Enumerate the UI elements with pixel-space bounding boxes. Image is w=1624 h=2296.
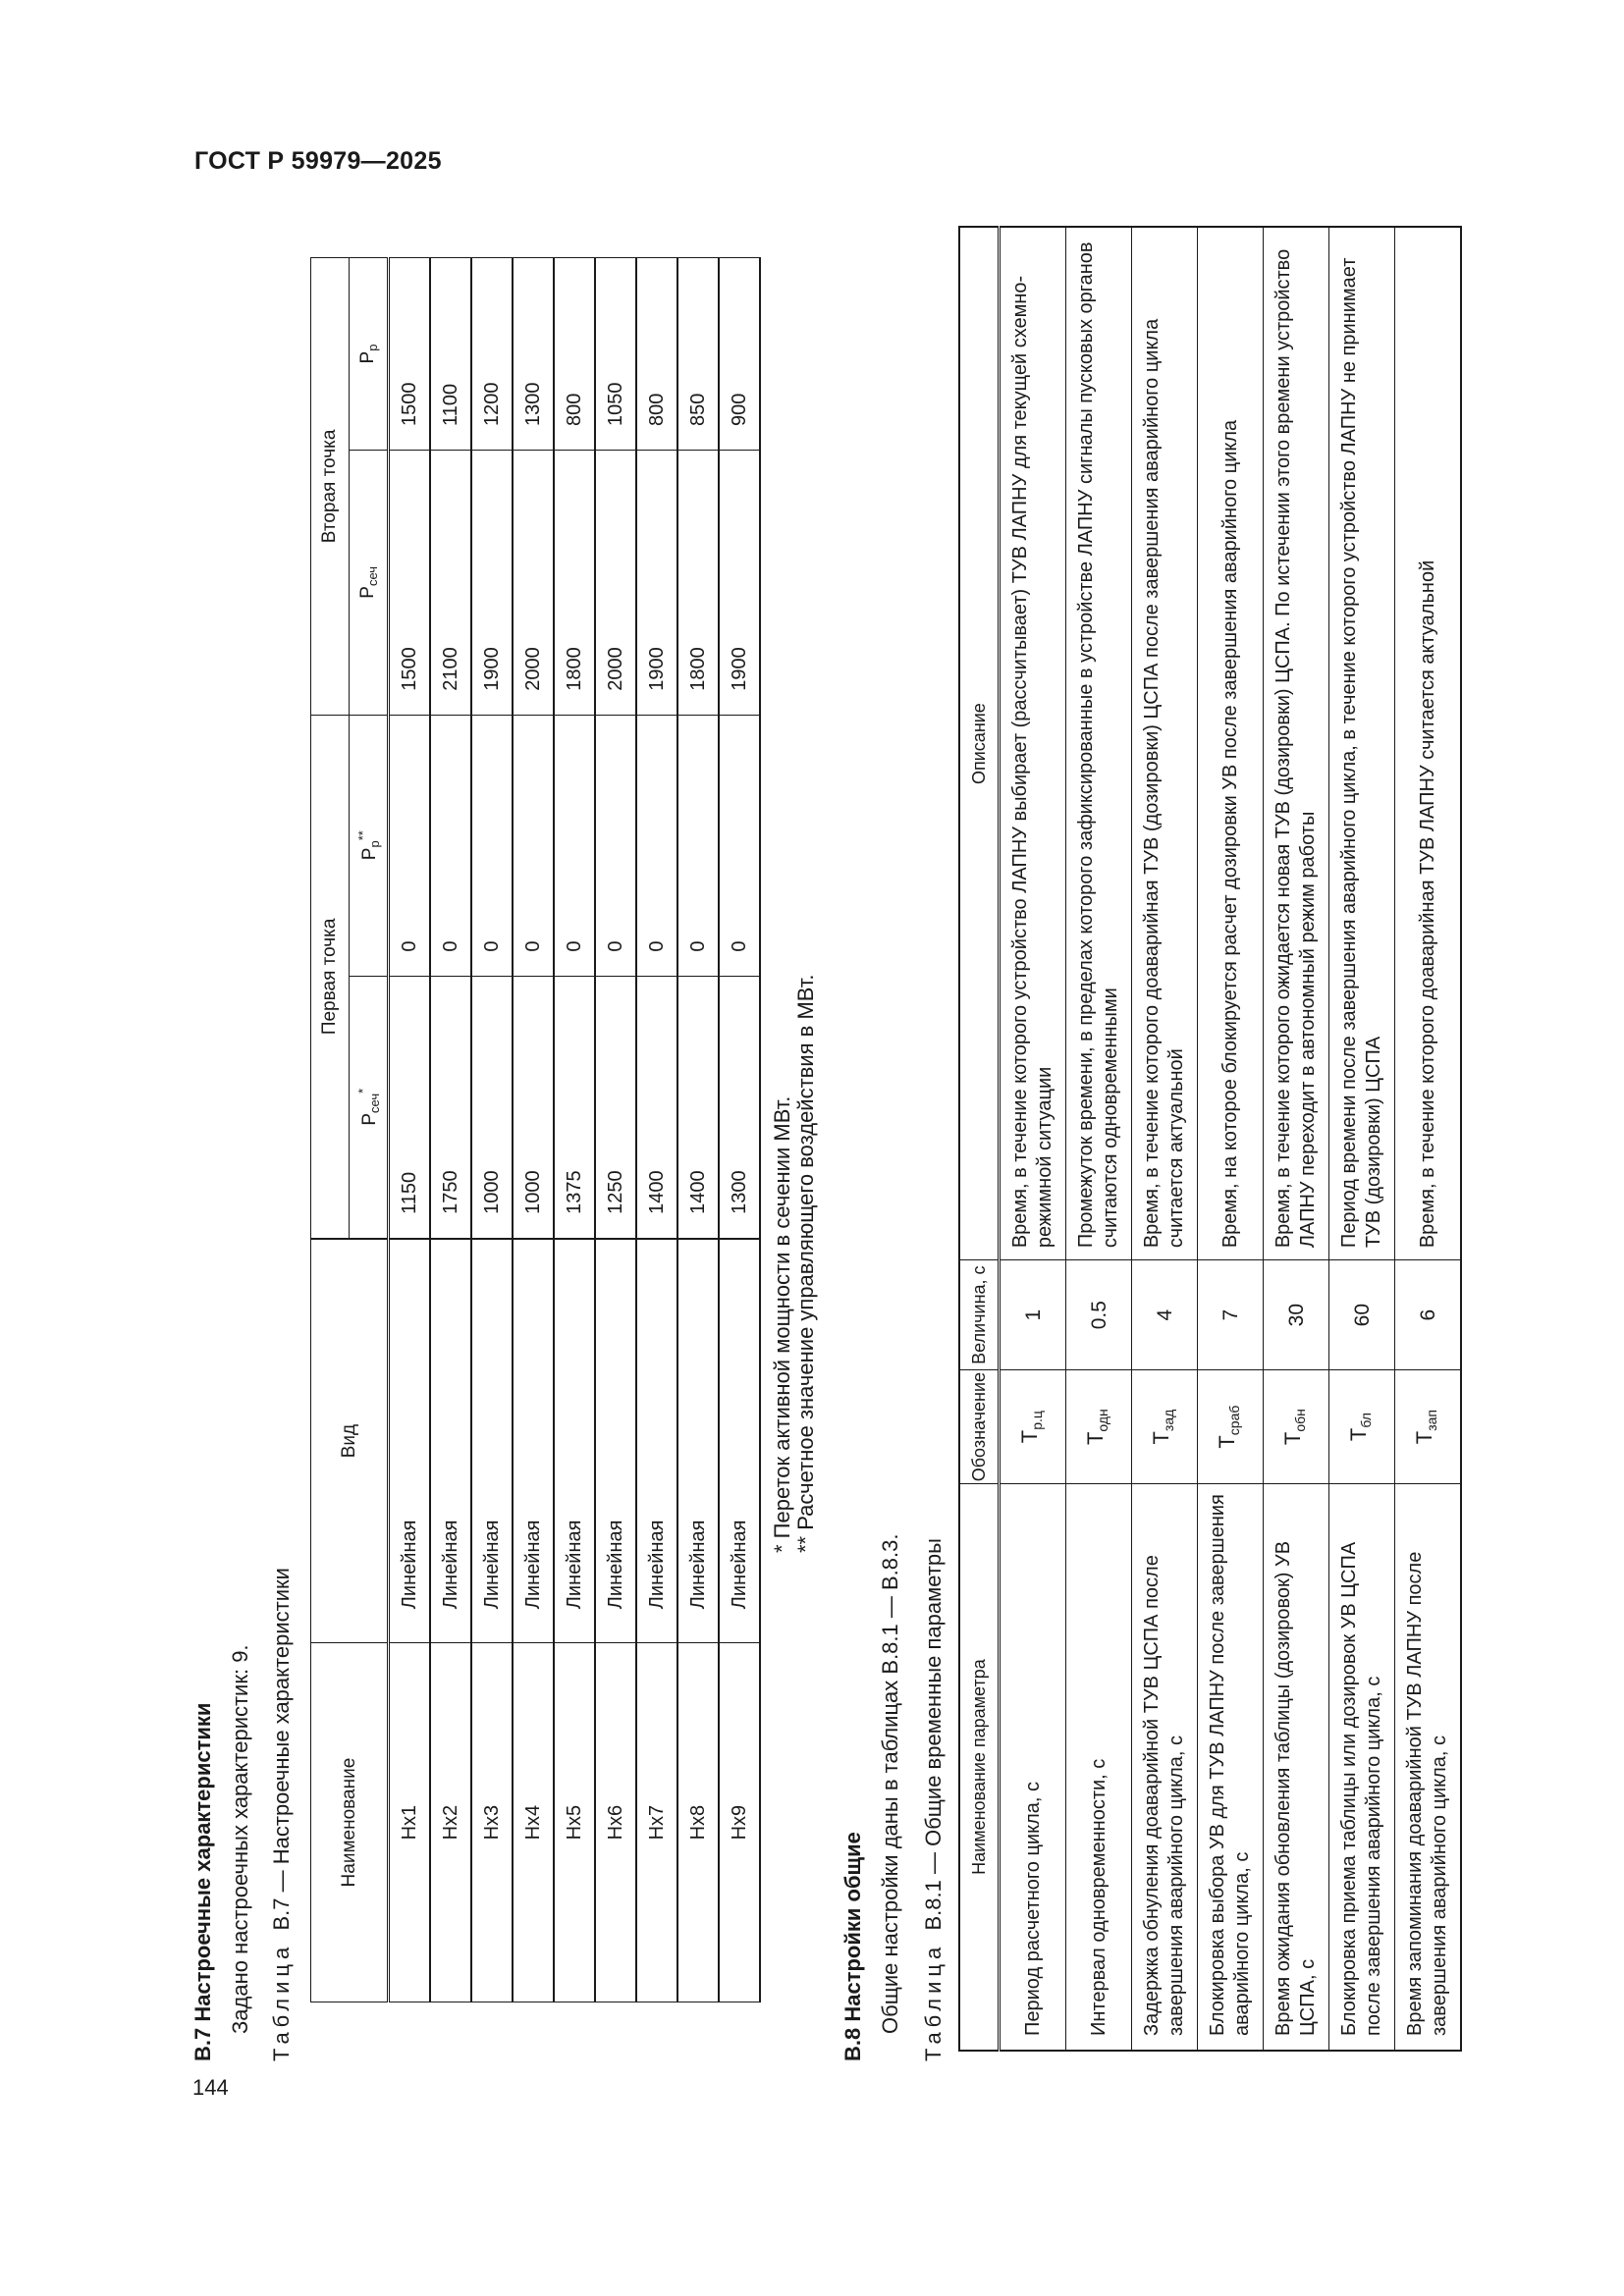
caption-prefix: Таблица (269, 1942, 294, 2061)
col-header-p1-r: $P_р^{**}$ (350, 715, 389, 976)
cell-name: Нх7 (636, 1643, 677, 2002)
table-row (595, 258, 636, 2002)
table-row (513, 258, 554, 2002)
section-b8-heading: В.8 Настройки общие (840, 1832, 865, 2061)
cell-p1-sech: 1375 (554, 976, 595, 1239)
cell-description: Время, на которое блокируется расчет дозировки УВ после завершения аварийного цикла (1198, 227, 1264, 1260)
cell-description: Время, в течение которого доаварийная ТУВ ЛАПНУ считается актуальной (1395, 227, 1462, 1260)
cell-p2-r: 1200 (471, 258, 513, 451)
cell-param-name: Интервал одновременности, с (1066, 1484, 1132, 2051)
cell-param-name: Задержка обнуления доаварийной ТУВ ЦСПА после завершения аварийного цикла, с (1132, 1484, 1198, 2051)
cell-symbol: $T_{одн}$ (1066, 1370, 1132, 1484)
cell-p1-sech: 1300 (719, 976, 760, 1239)
cell-param-name: Время ожидания обновления таблицы (дозировок) УВ ЦСПА, с (1264, 1484, 1329, 2051)
cell-param-name: Время запоминания доаварийной ТУВ ЛАПНУ после завершения аварийного цикла, с (1395, 1484, 1462, 2051)
table-b7-footnote-2: ** Расчетное значение управляющего воздействия в МВт. (793, 974, 818, 1553)
cell-symbol: $T_{сраб}$ (1198, 1370, 1264, 1484)
cell-description: Время, в течение которого устройство ЛАПНУ выбирает (рассчитывает) ТУВ ЛАПНУ для текущей схемно-режимной ситуации (1000, 227, 1066, 1260)
cell-description: Промежуток времени, в пределах которого зафиксированные в устройстве ЛАПНУ сигналы пусковых органов считаются одновременными (1066, 227, 1132, 1260)
cell-p2-sech: 1800 (554, 450, 595, 715)
cell-name: Нх2 (430, 1643, 471, 2002)
col-header-p2-sech: $P_{сеч}$ (350, 450, 389, 715)
cell-p1-r: 0 (719, 715, 760, 976)
cell-p2-sech: 1800 (677, 450, 719, 715)
col-header-second-point: Вторая точка (311, 258, 350, 716)
cell-p2-r: 900 (719, 258, 760, 451)
cell-p1-sech: 1250 (595, 976, 636, 1239)
cell-p2-sech: 1900 (471, 450, 513, 715)
table-row (430, 258, 471, 2002)
cell-name: Нх1 (389, 1643, 431, 2002)
table-row (677, 258, 719, 2002)
cell-value: 6 (1395, 1260, 1462, 1370)
table-row (636, 258, 677, 2002)
cell-kind: Линейная (389, 1239, 431, 1643)
caption-prefix: Таблица (921, 1942, 946, 2061)
cell-p2-r: 1300 (513, 258, 554, 451)
cell-p2-sech: 2100 (430, 450, 471, 715)
table-row (719, 258, 760, 2002)
cell-p1-sech: 1400 (677, 976, 719, 1239)
table-b7-footnote-1: * Переток активной мощности в сечении МВт. (770, 1095, 794, 1553)
col-header-p2-r: $P_р$ (350, 258, 389, 451)
col-header-value: Величина, с (959, 1260, 1000, 1370)
col-header-description: Описание (959, 227, 1000, 1260)
cell-symbol: $T_{обн}$ (1264, 1370, 1329, 1484)
cell-kind: Линейная (554, 1239, 595, 1643)
cell-p1-sech: 1000 (471, 976, 513, 1239)
table-b7-caption (269, 1568, 295, 2061)
col-header-first-point: Первая точка (311, 715, 350, 1239)
cell-value: 7 (1198, 1260, 1264, 1370)
col-header-symbol: Обозначение (959, 1370, 1000, 1484)
col-header-p1-sech: $P_{сеч}^*$ (350, 976, 389, 1239)
cell-p2-sech: 2000 (595, 450, 636, 715)
table-row (1395, 227, 1462, 2051)
table-b81 (958, 226, 1462, 2052)
cell-kind: Линейная (513, 1239, 554, 1643)
table-row (389, 258, 431, 2002)
caption-text: В.7 — Настроечные характеристики (269, 1568, 294, 1931)
cell-p2-r: 1500 (389, 258, 431, 451)
cell-symbol: $T_{зап}$ (1395, 1370, 1462, 1484)
cell-p2-r: 800 (554, 258, 595, 451)
cell-param-name: Блокировка выбора УВ для ТУВ ЛАПНУ после завершения аварийного цикла, с (1198, 1484, 1264, 2051)
cell-param-name: Блокировка приема таблицы или дозировок УВ ЦСПА после завершения аварийного цикла, с (1329, 1484, 1395, 2051)
table-row (554, 258, 595, 2002)
cell-p1-sech: 1150 (389, 976, 431, 1239)
cell-p2-r: 850 (677, 258, 719, 451)
section-b7-heading: В.7 Настроечные характеристики (190, 1702, 215, 2061)
section-b8-text: Общие настройки даны в таблицах В.8.1 — В.8.3. (878, 1533, 902, 2034)
table-row (1264, 227, 1329, 2051)
cell-p1-r: 0 (595, 715, 636, 976)
col-header-kind: Вид (311, 1239, 389, 1643)
col-header-name: Наименование (311, 1643, 389, 2002)
cell-description: Время, в течение которого ожидается новая ТУВ (дозировки) ЦСПА. По истечении этого времени устройство ЛАПНУ переходит в автономный режим работы (1264, 227, 1329, 1260)
page-number: 144 (192, 2075, 229, 2100)
table-row (1000, 227, 1066, 2051)
cell-kind: Линейная (430, 1239, 471, 1643)
cell-kind: Линейная (719, 1239, 760, 1643)
cell-p2-r: 800 (636, 258, 677, 451)
cell-value: 0.5 (1066, 1260, 1132, 1370)
cell-p2-sech: 2000 (513, 450, 554, 715)
cell-name: Нх4 (513, 1643, 554, 2002)
cell-value: 4 (1132, 1260, 1198, 1370)
cell-p1-sech: 1000 (513, 976, 554, 1239)
cell-kind: Линейная (595, 1239, 636, 1643)
cell-p1-r: 0 (389, 715, 431, 976)
table-b81-caption (921, 1538, 947, 2061)
cell-name: Нх9 (719, 1643, 760, 2002)
cell-description: Период времени после завершения аварийного цикла, в течение которого устройство ЛАПНУ не принимает ТУВ (дозировки) ЦСПА (1329, 227, 1395, 1260)
table-row (1066, 227, 1132, 2051)
table-row (471, 258, 513, 2002)
cell-symbol: $T_{бл}$ (1329, 1370, 1395, 1484)
document-header-title: ГОСТ Р 59979—2025 (194, 147, 442, 175)
cell-p2-sech: 1500 (389, 450, 431, 715)
cell-p1-r: 0 (430, 715, 471, 976)
cell-kind: Линейная (636, 1239, 677, 1643)
cell-description: Время, в течение которого доаварийная ТУВ (дозировки) ЦСПА после завершения аварийного цикла считается актуальной (1132, 227, 1198, 1260)
cell-kind: Линейная (677, 1239, 719, 1643)
cell-p2-sech: 1900 (636, 450, 677, 715)
caption-text: В.8.1 — Общие временные параметры (921, 1538, 946, 1931)
cell-p1-r: 0 (513, 715, 554, 976)
cell-p1-sech: 1400 (636, 976, 677, 1239)
cell-symbol: $T_{зад}$ (1132, 1370, 1198, 1484)
cell-name: Нх3 (471, 1643, 513, 2002)
cell-p1-sech: 1750 (430, 976, 471, 1239)
rotated-content (190, 226, 1536, 2061)
cell-param-name: Период расчетного цикла, с (1000, 1484, 1066, 2051)
cell-p1-r: 0 (636, 715, 677, 976)
cell-symbol: $T_{р.ц}$ (1000, 1370, 1066, 1484)
cell-name: Нх8 (677, 1643, 719, 2002)
cell-value: 30 (1264, 1260, 1329, 1370)
cell-p2-r: 1100 (430, 258, 471, 451)
table-row (1329, 227, 1395, 2051)
section-b7-text: Задано настроечных характеристик: 9. (228, 1644, 252, 2034)
cell-p2-r: 1050 (595, 258, 636, 451)
cell-kind: Линейная (471, 1239, 513, 1643)
col-header-param-name: Наименование параметра (959, 1484, 1000, 2051)
cell-p2-sech: 1900 (719, 450, 760, 715)
cell-p1-r: 0 (677, 715, 719, 976)
table-b7 (310, 257, 761, 2002)
cell-name: Нх6 (595, 1643, 636, 2002)
cell-name: Нх5 (554, 1643, 595, 2002)
cell-value: 1 (1000, 1260, 1066, 1370)
cell-p1-r: 0 (471, 715, 513, 976)
cell-p1-r: 0 (554, 715, 595, 976)
cell-value: 60 (1329, 1260, 1395, 1370)
table-row (1198, 227, 1264, 2051)
table-row (1132, 227, 1198, 2051)
